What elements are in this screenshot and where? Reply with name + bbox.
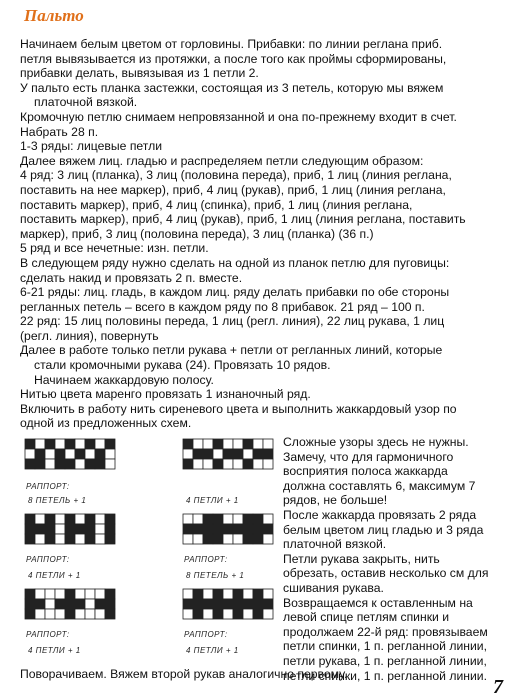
scheme-2 xyxy=(182,438,282,505)
pattern-cell xyxy=(65,439,75,449)
pattern-cell xyxy=(263,599,273,609)
pattern-cell xyxy=(55,524,65,534)
text-line: Включить в работу нить сиреневого цвета и выполнить жаккардовый узор по xyxy=(20,401,457,416)
pattern-cell xyxy=(75,524,85,534)
pattern-cell xyxy=(25,449,35,459)
text-line: Кромочную петлю снимаем непровязанной и она по-прежнему входит в счет. xyxy=(20,109,457,124)
note-line: петли спинки, 1 п. регланной линии, xyxy=(283,639,487,654)
note-line: должна составлять 6, максимум 7 xyxy=(283,478,476,493)
pattern-cell xyxy=(263,459,273,469)
pattern-cell xyxy=(243,589,253,599)
pattern-cell xyxy=(193,459,203,469)
pattern-cell xyxy=(25,459,35,469)
pattern-cell xyxy=(183,524,193,534)
note-line: обрезать, оставив несколько см для xyxy=(283,566,489,581)
pattern-cell xyxy=(35,599,45,609)
page-number: 7 xyxy=(493,676,503,698)
pattern-cell xyxy=(65,524,75,534)
pattern-cell xyxy=(243,599,253,609)
text-line: Нитью цвета маренго провязать 1 изнаночный ряд. xyxy=(20,387,311,402)
pattern-cell xyxy=(233,534,243,544)
pattern-cell xyxy=(233,599,243,609)
pattern-cell xyxy=(223,459,233,469)
scheme-3 xyxy=(24,513,124,580)
pattern-cell xyxy=(193,514,203,524)
pattern-cell xyxy=(223,514,233,524)
pattern-cell xyxy=(203,449,213,459)
pattern-cell xyxy=(253,459,263,469)
pattern-cell xyxy=(55,609,65,619)
text-line: платочной вязкой. xyxy=(34,95,138,110)
pattern-cell xyxy=(193,589,203,599)
rapport-label: РАППОРТ: xyxy=(184,630,228,639)
pattern-cell xyxy=(253,524,263,534)
rapport-label: РАППОРТ: xyxy=(184,555,228,564)
pattern-cell xyxy=(223,534,233,544)
pattern-cell xyxy=(35,589,45,599)
instructions-text xyxy=(20,37,504,431)
pattern-cell xyxy=(25,514,35,524)
pattern-cell xyxy=(193,534,203,544)
pattern-cell xyxy=(223,449,233,459)
pattern-grid xyxy=(24,588,124,624)
pattern-cell xyxy=(223,524,233,534)
pattern-cell xyxy=(253,589,263,599)
text-line: У пальто есть планка застежки, состоящая из 3 петель, которую мы вяжем xyxy=(20,80,444,95)
text-line: 22 ряд: 15 лиц половины переда, 1 лиц (регл. линия), 22 лиц рукава, 1 лиц xyxy=(20,314,445,329)
pattern-cell xyxy=(95,534,105,544)
pattern-cell xyxy=(65,459,75,469)
pattern-cell xyxy=(213,449,223,459)
pattern-cell xyxy=(253,514,263,524)
pattern-cell xyxy=(183,449,193,459)
pattern-cell xyxy=(85,449,95,459)
pattern-cell xyxy=(233,514,243,524)
pattern-cell xyxy=(105,609,115,619)
pattern-cell xyxy=(213,609,223,619)
scheme-4 xyxy=(182,513,282,580)
pattern-cell xyxy=(203,599,213,609)
pattern-cell xyxy=(213,599,223,609)
pattern-cell xyxy=(253,609,263,619)
pattern-cell xyxy=(263,439,273,449)
rapport-label: РАППОРТ: xyxy=(26,555,70,564)
text-line: Набрать 28 п. xyxy=(20,124,99,139)
pattern-cell xyxy=(105,459,115,469)
pattern-cell xyxy=(233,449,243,459)
pattern-cell xyxy=(243,524,253,534)
pattern-cell xyxy=(253,439,263,449)
pattern-cell xyxy=(213,524,223,534)
pattern-cell xyxy=(223,609,233,619)
text-line: 4 ряд: 3 лиц (планка), 3 лиц (половина переда), приб, 1 лиц (линия реглана, xyxy=(20,168,452,183)
pattern-cell xyxy=(183,459,193,469)
pattern-cell xyxy=(25,599,35,609)
pattern-cell xyxy=(203,514,213,524)
note-line: Сложные узоры здесь не нужны. xyxy=(283,435,469,449)
text-line: поставить маркер), приб, 4 лиц (спинка), приб, 1 лиц (линия реглана, xyxy=(20,197,413,212)
pattern-cell xyxy=(85,534,95,544)
pattern-cell xyxy=(263,609,273,619)
pattern-cell xyxy=(85,514,95,524)
pattern-cell xyxy=(203,609,213,619)
pattern-cell xyxy=(105,514,115,524)
pattern-cell xyxy=(45,589,55,599)
pattern-cell xyxy=(95,524,105,534)
pattern-cell xyxy=(223,439,233,449)
pattern-cell xyxy=(213,589,223,599)
side-notes xyxy=(283,435,508,683)
pattern-cell xyxy=(95,514,105,524)
pattern-cell xyxy=(55,459,65,469)
pattern-cell xyxy=(45,599,55,609)
text-line: петля вывязывается из протяжки, а после того как проймы сформированы, xyxy=(20,51,447,66)
pattern-cell xyxy=(263,514,273,524)
pattern-cell xyxy=(105,449,115,459)
text-line: регланных петель – всего в каждом ряду по 8 прибавок. 21 ряд – 100 п. xyxy=(20,299,425,314)
pattern-cell xyxy=(95,589,105,599)
pattern-cell xyxy=(213,514,223,524)
pattern-cell xyxy=(55,589,65,599)
pattern-cell xyxy=(213,459,223,469)
pattern-cell xyxy=(35,514,45,524)
note-line: платочной вязкой. xyxy=(283,537,387,552)
note-line: Возвращаемся к оставленным на xyxy=(283,595,473,610)
pattern-cell xyxy=(223,589,233,599)
pattern-cell xyxy=(105,439,115,449)
pattern-cell xyxy=(65,534,75,544)
pattern-cell xyxy=(55,439,65,449)
pattern-cell xyxy=(25,534,35,544)
text-line: (регл. линия), повернуть xyxy=(20,328,159,343)
pattern-cell xyxy=(243,449,253,459)
pattern-cell xyxy=(95,609,105,619)
note-line: сшивания рукава. xyxy=(283,580,384,595)
rapport-value: 4 ПЕТЛИ + 1 xyxy=(28,571,81,580)
pattern-cell xyxy=(45,609,55,619)
pattern-grid xyxy=(24,513,124,549)
pattern-cell xyxy=(253,599,263,609)
pattern-cell xyxy=(85,589,95,599)
rapport-value: 8 ПЕТЕЛЬ + 1 xyxy=(186,571,245,580)
pattern-cell xyxy=(35,524,45,534)
pattern-cell xyxy=(65,514,75,524)
pattern-cell xyxy=(45,514,55,524)
pattern-cell xyxy=(95,439,105,449)
pattern-cell xyxy=(45,524,55,534)
text-line: стали кромочными рукава (24). Провязать 10 рядов. xyxy=(34,358,331,373)
pattern-cell xyxy=(75,609,85,619)
pattern-cell xyxy=(233,609,243,619)
note-line: рядов, не больше! xyxy=(283,493,388,508)
pattern-cell xyxy=(263,449,273,459)
pattern-cell xyxy=(213,439,223,449)
pattern-grid xyxy=(182,438,282,474)
pattern-cell xyxy=(45,534,55,544)
pattern-grid xyxy=(182,588,282,624)
pattern-cell xyxy=(243,459,253,469)
pattern-cell xyxy=(105,534,115,544)
note-line: восприятия полоса жаккарда xyxy=(283,464,448,479)
pattern-cell xyxy=(183,514,193,524)
pattern-cell xyxy=(75,514,85,524)
note-line: Петли рукава закрыть, нить xyxy=(283,551,440,566)
pattern-cell xyxy=(65,599,75,609)
pattern-cell xyxy=(223,599,233,609)
pattern-cell xyxy=(35,449,45,459)
pattern-cell xyxy=(253,449,263,459)
pattern-cell xyxy=(183,534,193,544)
pattern-cell xyxy=(183,589,193,599)
note-line: продолжаем 22-й ряд: провязываем xyxy=(283,624,488,639)
pattern-cell xyxy=(183,609,193,619)
rapport-label: РАППОРТ: xyxy=(26,482,70,491)
pattern-cell xyxy=(243,609,253,619)
pattern-cell xyxy=(203,524,213,534)
pattern-grid xyxy=(24,438,124,474)
pattern-cell xyxy=(55,599,65,609)
pattern-cell xyxy=(233,439,243,449)
note-line: петли спинки, 1 п. регланной линии. xyxy=(283,668,487,683)
rapport-label: РАППОРТ: xyxy=(26,630,70,639)
text-line: маркер), приб, 3 лиц (половина переда), 3 лиц (планка) (36 п.) xyxy=(20,226,374,241)
pattern-cell xyxy=(45,439,55,449)
pattern-cell xyxy=(193,524,203,534)
note-line: Замечу, что для гармоничного xyxy=(283,449,454,464)
rapport-value: 8 ПЕТЕЛЬ + 1 xyxy=(28,496,87,505)
text-line: 5 ряд и все нечетные: изн. петли. xyxy=(20,241,209,256)
text-line: Начинаем белым цветом от горловины. Прибавки: по линии реглана приб. xyxy=(20,37,443,51)
pattern-cell xyxy=(35,534,45,544)
pattern-cell xyxy=(25,589,35,599)
footer-text: Поворачиваем. Вяжем второй рукав аналогично первому. xyxy=(20,667,348,681)
pattern-cell xyxy=(105,524,115,534)
pattern-cell xyxy=(85,439,95,449)
pattern-cell xyxy=(65,449,75,459)
text-line: поставить на нее маркер), приб, 4 лиц (рукав), приб, 1 лиц (линия реглана, xyxy=(20,182,446,197)
pattern-cell xyxy=(35,609,45,619)
pattern-cell xyxy=(233,459,243,469)
pattern-cell xyxy=(45,449,55,459)
pattern-cell xyxy=(203,439,213,449)
pattern-cell xyxy=(75,439,85,449)
pattern-cell xyxy=(203,459,213,469)
pattern-cell xyxy=(243,534,253,544)
scheme-1 xyxy=(24,438,124,505)
pattern-cell xyxy=(243,439,253,449)
pattern-cell xyxy=(253,534,263,544)
pattern-cell xyxy=(75,534,85,544)
note-line: После жаккарда провязать 2 ряда xyxy=(283,507,477,522)
rapport-value: 4 ПЕТЛИ + 1 xyxy=(186,646,239,655)
note-line: белым цветом лиц гладью и 3 ряда xyxy=(283,522,484,537)
pattern-cell xyxy=(85,599,95,609)
pattern-cell xyxy=(193,439,203,449)
pattern-cell xyxy=(25,609,35,619)
pattern-grid xyxy=(182,513,282,549)
pattern-cell xyxy=(263,524,273,534)
pattern-cell xyxy=(203,534,213,544)
text-line: одной из предложенных схем. xyxy=(20,416,192,431)
pattern-cell xyxy=(55,449,65,459)
rapport-value: 4 ПЕТЛИ + 1 xyxy=(28,646,81,655)
text-line: 6-21 ряды: лиц. гладь, в каждом лиц. ряду делать прибавки по обе стороны xyxy=(20,285,450,300)
pattern-cell xyxy=(183,439,193,449)
pattern-cell xyxy=(105,599,115,609)
pattern-cell xyxy=(105,589,115,599)
pattern-cell xyxy=(65,589,75,599)
pattern-cell xyxy=(75,459,85,469)
scheme-6 xyxy=(182,588,282,655)
pattern-cell xyxy=(233,589,243,599)
page-title: Пальто xyxy=(24,6,84,25)
pattern-cell xyxy=(25,524,35,534)
pattern-cell xyxy=(25,439,35,449)
text-line: Далее вяжем лиц. гладью и распределяем петли следующим образом: xyxy=(20,153,424,168)
text-line: 1-3 ряды: лицевые петли xyxy=(20,139,163,154)
text-line: Далее в работе только петли рукава + петли от регланных линий, которые xyxy=(20,343,443,358)
note-line: петли рукава, 1 п. регланной линии, xyxy=(283,653,487,668)
pattern-cell xyxy=(75,449,85,459)
text-line: поставить маркер), приб, 4 лиц (рукав), приб, 1 лиц (линия реглана, поставить xyxy=(20,212,466,227)
pattern-cell xyxy=(65,609,75,619)
pattern-cell xyxy=(203,589,213,599)
pattern-cell xyxy=(263,534,273,544)
text-line: Начинаем жаккардовую полосу. xyxy=(34,372,214,387)
pattern-cell xyxy=(75,589,85,599)
text-line: сделать накид и провязать 2 п. вместе. xyxy=(20,270,243,285)
pattern-cell xyxy=(45,459,55,469)
pattern-cell xyxy=(95,599,105,609)
pattern-cell xyxy=(243,514,253,524)
pattern-cell xyxy=(193,449,203,459)
pattern-cell xyxy=(35,439,45,449)
pattern-cell xyxy=(85,459,95,469)
pattern-cell xyxy=(183,599,193,609)
pattern-cell xyxy=(55,514,65,524)
rapport-value: 4 ПЕТЛИ + 1 xyxy=(186,496,239,505)
pattern-cell xyxy=(95,459,105,469)
text-line: прибавки делать, вывязывая из 1 петли 2. xyxy=(20,66,259,81)
pattern-cell xyxy=(55,534,65,544)
pattern-cell xyxy=(85,609,95,619)
pattern-cell xyxy=(85,524,95,534)
pattern-cell xyxy=(193,599,203,609)
pattern-cell xyxy=(35,459,45,469)
pattern-cell xyxy=(213,534,223,544)
text-line: В следующем ряду нужно сделать на одной из планок петлю для пуговицы: xyxy=(20,255,450,270)
scheme-5 xyxy=(24,588,124,655)
pattern-cell xyxy=(95,449,105,459)
pattern-cell xyxy=(263,589,273,599)
pattern-cell xyxy=(75,599,85,609)
pattern-cell xyxy=(193,609,203,619)
pattern-cell xyxy=(233,524,243,534)
note-line: левой спице петлям спинки и xyxy=(283,610,450,625)
